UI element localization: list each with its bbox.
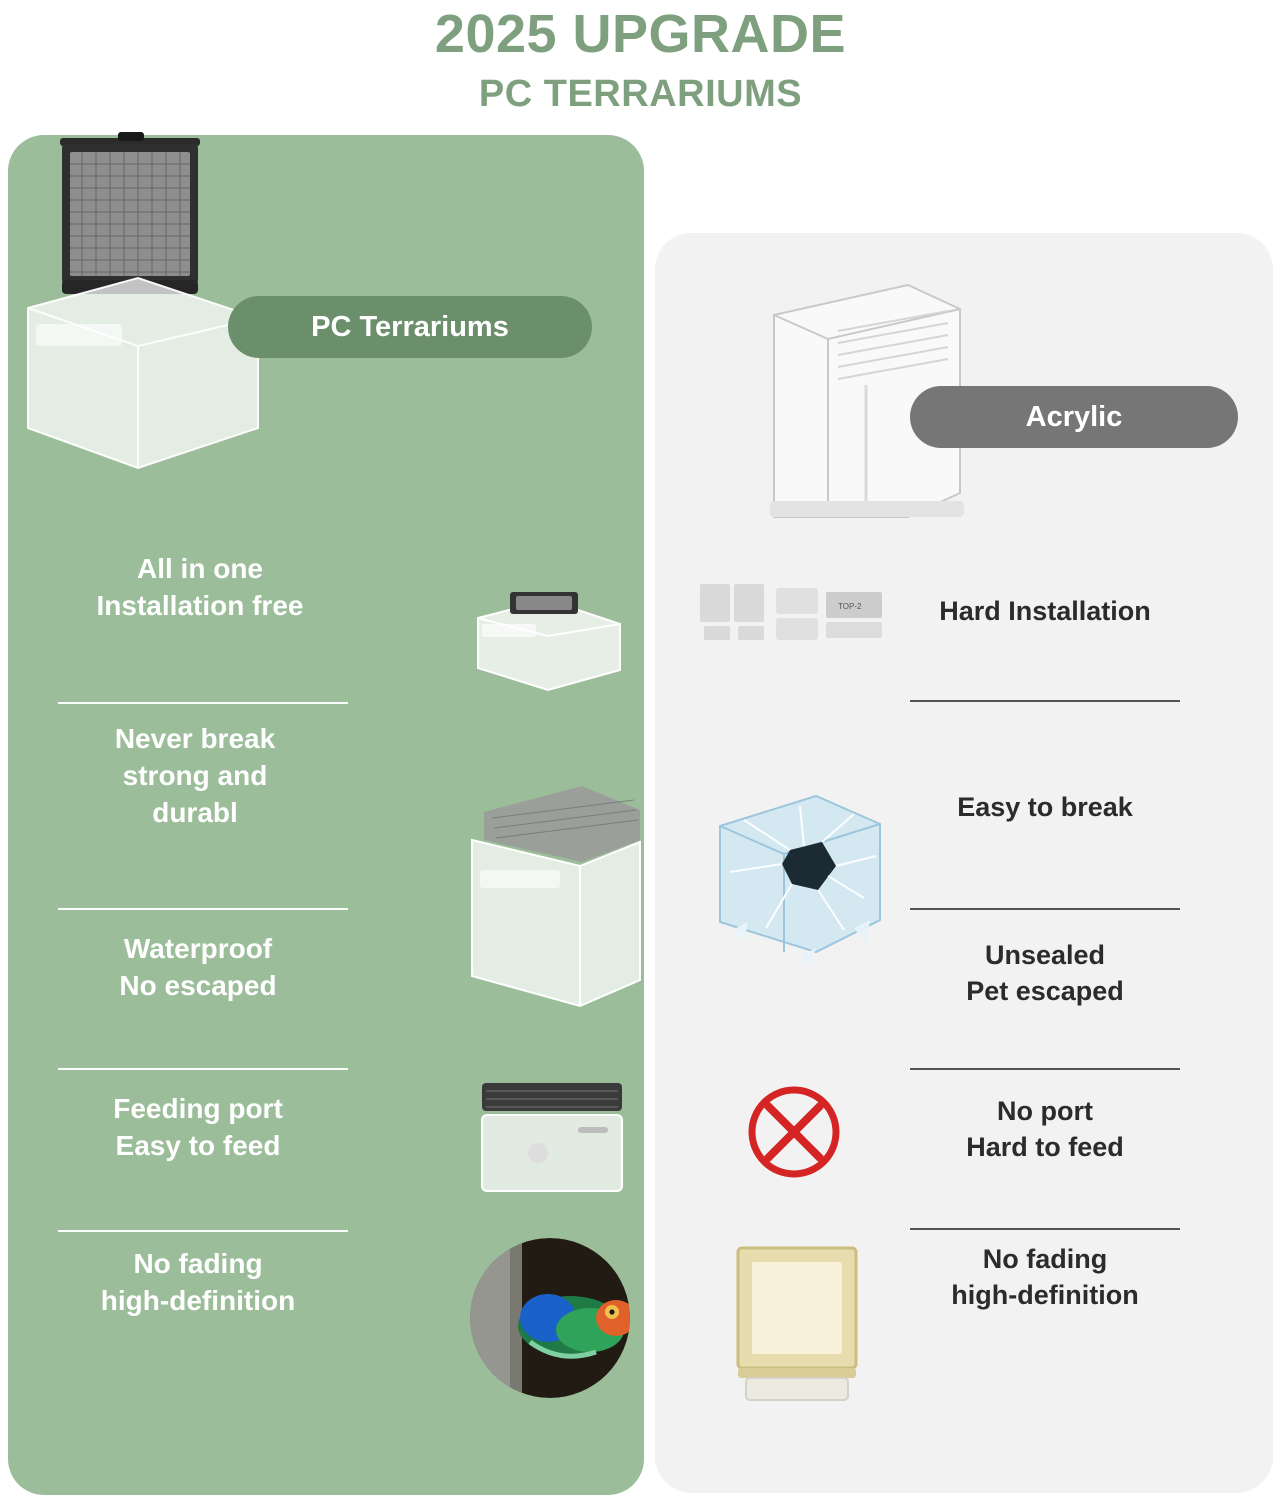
terrarium-mesh-lid-closeup-image — [462, 770, 642, 1030]
right-feature-3-line-1: Unsealed — [984, 940, 1106, 970]
left-divider-1 — [58, 702, 348, 704]
right-divider-2 — [910, 908, 1180, 910]
pc-terrariums-badge-label: PC Terrariums — [311, 310, 509, 343]
right-feature-4 — [900, 1094, 1190, 1166]
left-feature-4-line-2: Easy to feed — [115, 1130, 281, 1162]
terrarium-angled-view-image — [470, 578, 625, 696]
right-feature-5 — [900, 1242, 1190, 1314]
right-feature-4-line-2: Hard to feed — [966, 1131, 1124, 1162]
left-feature-2-line-3: durabl — [152, 797, 238, 829]
right-feature-2-line-1: Easy to break — [957, 792, 1133, 822]
left-feature-3-line-1: Waterproof — [123, 933, 273, 964]
acrylic-badge — [910, 386, 1238, 448]
right-divider-4 — [910, 1228, 1180, 1230]
left-divider-2 — [58, 908, 348, 910]
page-title: 2025 UPGRADE — [434, 4, 847, 64]
left-divider-3 — [58, 1068, 348, 1070]
right-divider-1 — [910, 700, 1180, 702]
left-feature-3 — [58, 930, 343, 1004]
left-feature-4-line-1: Feeding port — [113, 1093, 283, 1124]
left-feature-2 — [55, 720, 340, 832]
left-feature-4 — [58, 1090, 343, 1164]
acrylic-badge-label: Acrylic — [1025, 400, 1123, 433]
left-feature-1-line-1: All in one — [137, 553, 263, 584]
yellowed-acrylic-frame-image — [718, 1240, 878, 1410]
svg-text:TOP-2: TOP-2 — [838, 602, 862, 611]
right-feature-5-line-2: high-definition — [951, 1279, 1139, 1310]
right-feature-5-line-1: No fading — [982, 1244, 1108, 1274]
left-feature-2-line-2: strong and — [122, 760, 268, 792]
right-feature-1-line-1: Hard Installation — [939, 596, 1151, 626]
right-feature-2 — [900, 790, 1190, 826]
chameleon-through-clear-panel-image — [470, 1238, 630, 1398]
left-divider-4 — [58, 1230, 348, 1232]
left-feature-3-line-2: No escaped — [119, 970, 277, 1002]
right-feature-3 — [900, 938, 1190, 1010]
red-prohibition-cross-icon — [742, 1080, 846, 1184]
left-feature-1-line-2: Installation free — [96, 590, 304, 622]
page-header — [0, 0, 1281, 116]
feeding-port-closeup-image — [478, 1075, 626, 1197]
left-feature-1 — [60, 550, 340, 624]
right-divider-3 — [910, 1068, 1180, 1070]
shattered-acrylic-cube-image — [704, 780, 894, 970]
acrylic-flat-parts-image — [698, 578, 888, 648]
pc-terrarium-open-lid-image — [18, 128, 268, 488]
left-feature-5 — [48, 1245, 348, 1319]
right-feature-4-line-1: No port — [997, 1096, 1093, 1126]
right-feature-1 — [900, 594, 1190, 630]
left-feature-5-line-1: No fading — [133, 1248, 263, 1279]
left-feature-2-line-1: Never break — [114, 723, 276, 754]
pc-terrariums-badge — [228, 296, 592, 358]
left-feature-5-line-2: high-definition — [100, 1285, 296, 1317]
page-subtitle: PC TERRARIUMS — [478, 72, 803, 115]
right-feature-3-line-2: Pet escaped — [966, 975, 1124, 1006]
